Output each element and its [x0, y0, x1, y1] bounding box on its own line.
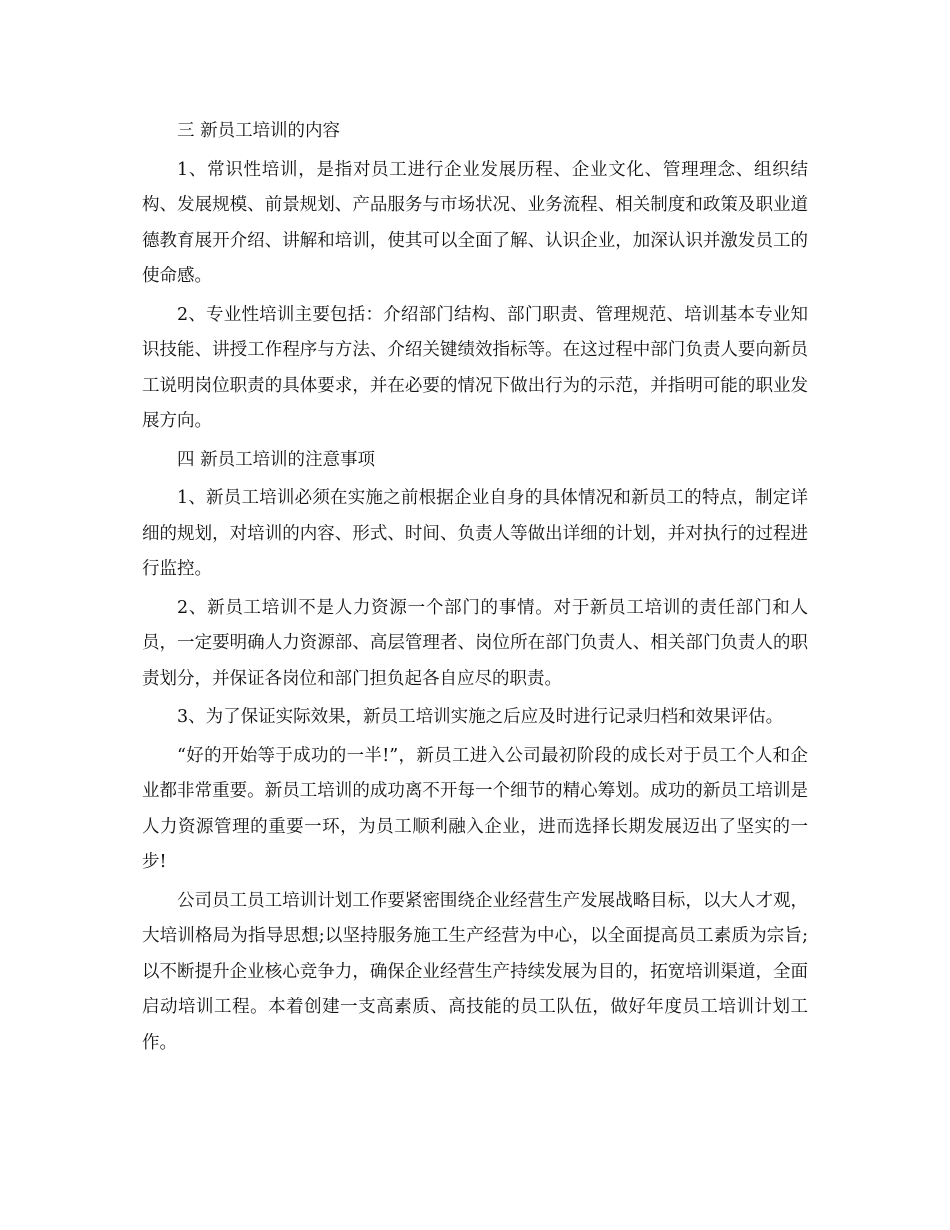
section-heading-4: 四 新员工培训的注意事项: [177, 449, 376, 470]
paragraph: 1、新员工培训必须在实施之前根据企业自身的具体情况和新员工的特点，制定详细的规划，对培训的内容、形式、时间、负责人等做出详细的计划，并对执行的过程进行监控。: [142, 488, 808, 579]
paragraph: 公司员工员工培训计划工作要紧密围绕企业经营生产发展战略目标，以大人才观，大培训格局为指导思想;以坚持服务施工生产经营为中心，以全面提高员工素质为宗旨;以不断提升企业核心竞争力，确保企业经营生产持续发展为目的，拓宽培训渠道，全面启动培训工程。本着创建一支高素质、高技能的员工队伍，做好年度员工培训计划工作。: [142, 890, 808, 1053]
paragraph: 1、常识性培训，是指对员工进行企业发展历程、企业文化、管理理念、组织结构、发展规模、前景规划、产品服务与市场状况、业务流程、相关制度和政策及职业道德教育展开介绍、讲解和培训，使其可以全面了解、认识企业，加深认识并激发员工的使命感。: [142, 159, 808, 286]
paragraph: “好的开始等于成功的一半!”，新员工进入公司最初阶段的成长对于员工个人和企业都非常重要。新员工培训的成功离不开每一个细节的精心筹划。成功的新员工培训是人力资源管理的重要一环，为员工顺利融入企业，进而选择长期发展迈出了坚实的一步!: [142, 745, 808, 872]
section-heading-3: 三 新员工培训的内容: [177, 121, 341, 141]
document-body: [142, 114, 808, 1064]
paragraph: 2、专业性培训主要包括：介绍部门结构、部门职责、管理规范、培训基本专业知识技能、讲授工作程序与方法、介绍关键绩效指标等。在这过程中部门负责人要向新员工说明岗位职责的具体要求，并在必要的情况下做出行为的示范，并指明可能的职业发展方向。: [142, 304, 808, 431]
paragraph: 2、新员工培训不是人力资源一个部门的事情。对于新员工培训的责任部门和人员，一定要明确人力资源部、高层管理者、岗位所在部门负责人、相关部门负责人的职责划分，并保证各岗位和部门担负起各自应尽的职责。: [142, 597, 808, 689]
paragraph: 3、为了保证实际效果，新员工培训实施之后应及时进行记录归档和效果评估。: [177, 707, 784, 727]
